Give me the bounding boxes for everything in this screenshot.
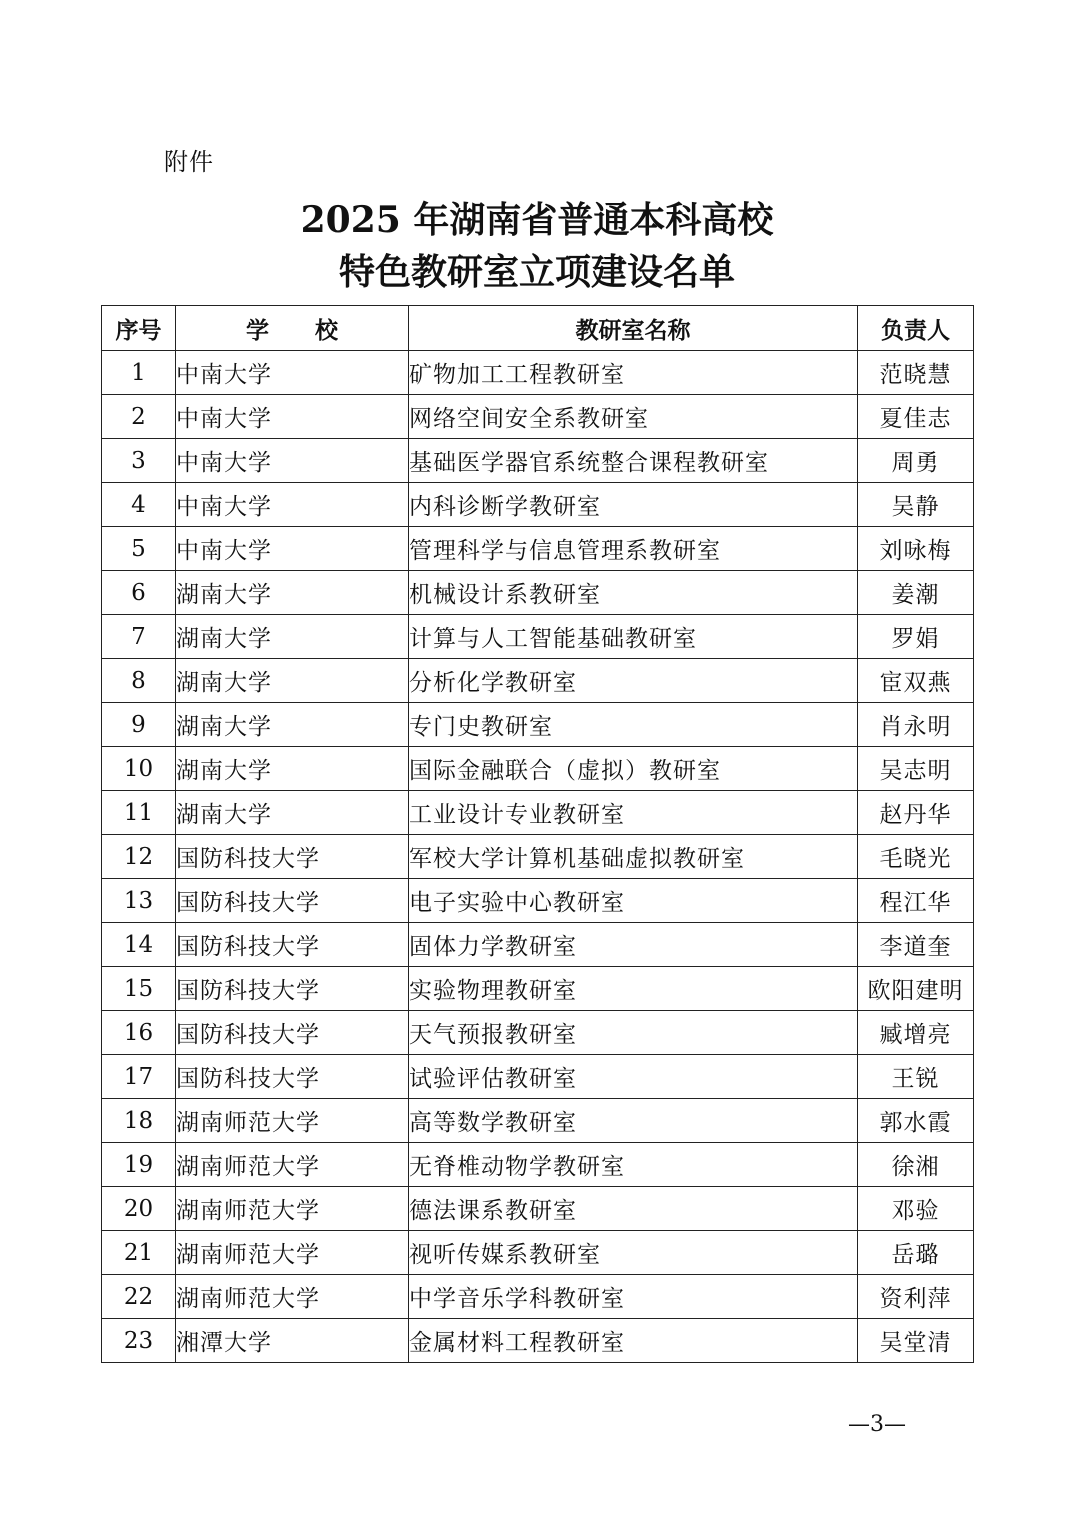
room-name-cell: 工业设计专业教研室 (409, 791, 858, 835)
table-row (102, 1143, 974, 1187)
project-list-table (101, 305, 974, 1363)
room-name-cell: 国际金融联合（虚拟）教研室 (409, 747, 858, 791)
row-number-cell: 3 (102, 439, 176, 483)
room-name-cell: 无脊椎动物学教研室 (409, 1143, 858, 1187)
row-number-cell: 22 (102, 1275, 176, 1319)
person-in-charge-cell: 李道奎 (858, 923, 974, 967)
row-number-cell: 19 (102, 1143, 176, 1187)
row-number-cell: 6 (102, 571, 176, 615)
row-number-cell: 11 (102, 791, 176, 835)
table-row (102, 791, 974, 835)
person-in-charge-cell: 刘咏梅 (858, 527, 974, 571)
person-in-charge-cell: 肖永明 (858, 703, 974, 747)
row-number-cell: 10 (102, 747, 176, 791)
room-name-cell: 视听传媒系教研室 (409, 1231, 858, 1275)
room-name-cell: 基础医学器官系统整合课程教研室 (409, 439, 858, 483)
room-name-cell: 专门史教研室 (409, 703, 858, 747)
table-row (102, 1319, 974, 1363)
room-name-cell: 分析化学教研室 (409, 659, 858, 703)
room-name-cell: 试验评估教研室 (409, 1055, 858, 1099)
document-title-line1: 2025 年湖南省普通本科高校 (300, 199, 774, 241)
school-cell: 国防科技大学 (176, 1055, 409, 1099)
person-in-charge-cell: 毛晓光 (858, 835, 974, 879)
row-number-cell: 9 (102, 703, 176, 747)
table-row (102, 747, 974, 791)
person-in-charge-cell: 程江华 (858, 879, 974, 923)
table-row (102, 527, 974, 571)
person-in-charge-cell: 郭水霞 (858, 1099, 974, 1143)
person-in-charge-cell: 徐湘 (858, 1143, 974, 1187)
table-row (102, 1231, 974, 1275)
table-row (102, 703, 974, 747)
school-cell: 中南大学 (176, 351, 409, 395)
person-in-charge-cell: 王锐 (858, 1055, 974, 1099)
school-cell: 中南大学 (176, 527, 409, 571)
room-name-cell: 实验物理教研室 (409, 967, 858, 1011)
table-row (102, 1099, 974, 1143)
room-name-cell: 高等数学教研室 (409, 1099, 858, 1143)
row-number-cell: 7 (102, 615, 176, 659)
person-in-charge-cell: 夏佳志 (858, 395, 974, 439)
row-number-cell: 16 (102, 1011, 176, 1055)
document-title-line2: 特色教研室立项建设名单 (338, 251, 735, 293)
school-cell: 湖南师范大学 (176, 1187, 409, 1231)
row-number-cell: 12 (102, 835, 176, 879)
room-name-cell: 金属材料工程教研室 (409, 1319, 858, 1363)
row-number-cell: 1 (102, 351, 176, 395)
room-name-cell: 中学音乐学科教研室 (409, 1275, 858, 1319)
room-name-cell: 网络空间安全系教研室 (409, 395, 858, 439)
school-cell: 中南大学 (176, 395, 409, 439)
school-cell: 湘潭大学 (176, 1319, 409, 1363)
row-number-cell: 5 (102, 527, 176, 571)
school-cell: 国防科技大学 (176, 835, 409, 879)
table-row (102, 571, 974, 615)
row-number-cell: 18 (102, 1099, 176, 1143)
page-number: —3— (848, 1412, 906, 1437)
room-name-cell: 固体力学教研室 (409, 923, 858, 967)
table-row (102, 351, 974, 395)
room-name-cell: 矿物加工工程教研室 (409, 351, 858, 395)
person-in-charge-cell: 吴堂清 (858, 1319, 974, 1363)
school-cell: 国防科技大学 (176, 967, 409, 1011)
table-row (102, 1011, 974, 1055)
row-number-cell: 23 (102, 1319, 176, 1363)
table-row (102, 879, 974, 923)
row-number-cell: 17 (102, 1055, 176, 1099)
school-cell: 中南大学 (176, 483, 409, 527)
table-row (102, 439, 974, 483)
room-name-cell: 军校大学计算机基础虚拟教研室 (409, 835, 858, 879)
table-row (102, 835, 974, 879)
room-name-cell: 机械设计系教研室 (409, 571, 858, 615)
person-in-charge-cell: 宦双燕 (858, 659, 974, 703)
person-in-charge-cell: 臧增亮 (858, 1011, 974, 1055)
room-name-cell: 内科诊断学教研室 (409, 483, 858, 527)
table-row (102, 483, 974, 527)
table-row (102, 1275, 974, 1319)
room-name-cell: 电子实验中心教研室 (409, 879, 858, 923)
attachment-label: 附件 (164, 148, 214, 176)
school-cell: 湖南师范大学 (176, 1275, 409, 1319)
school-cell: 湖南师范大学 (176, 1231, 409, 1275)
table-row (102, 923, 974, 967)
school-cell: 湖南大学 (176, 571, 409, 615)
row-number-cell: 4 (102, 483, 176, 527)
school-cell: 中南大学 (176, 439, 409, 483)
room-name-cell: 管理科学与信息管理系教研室 (409, 527, 858, 571)
table-body (102, 351, 974, 1363)
school-cell: 湖南师范大学 (176, 1099, 409, 1143)
person-in-charge-cell: 周勇 (858, 439, 974, 483)
table-row (102, 967, 974, 1011)
person-in-charge-cell: 吴志明 (858, 747, 974, 791)
row-number-cell: 13 (102, 879, 176, 923)
school-cell: 湖南大学 (176, 615, 409, 659)
row-number-cell: 20 (102, 1187, 176, 1231)
table-row (102, 659, 974, 703)
school-cell: 湖南大学 (176, 703, 409, 747)
school-cell: 湖南大学 (176, 747, 409, 791)
row-number-cell: 15 (102, 967, 176, 1011)
room-name-cell: 天气预报教研室 (409, 1011, 858, 1055)
person-in-charge-cell: 姜潮 (858, 571, 974, 615)
column-header-room-name: 教研室名称 (409, 306, 858, 351)
school-cell: 国防科技大学 (176, 879, 409, 923)
school-cell: 国防科技大学 (176, 923, 409, 967)
table-row (102, 395, 974, 439)
table-row (102, 615, 974, 659)
school-cell: 湖南大学 (176, 791, 409, 835)
person-in-charge-cell: 赵丹华 (858, 791, 974, 835)
room-name-cell: 德法课系教研室 (409, 1187, 858, 1231)
column-header-school: 学 校 (176, 306, 409, 351)
person-in-charge-cell: 资利萍 (858, 1275, 974, 1319)
person-in-charge-cell: 欧阳建明 (858, 967, 974, 1011)
table-header-row (102, 306, 974, 351)
person-in-charge-cell: 邓验 (858, 1187, 974, 1231)
school-cell: 国防科技大学 (176, 1011, 409, 1055)
table-row (102, 1187, 974, 1231)
row-number-cell: 21 (102, 1231, 176, 1275)
person-in-charge-cell: 罗娟 (858, 615, 974, 659)
row-number-cell: 14 (102, 923, 176, 967)
row-number-cell: 8 (102, 659, 176, 703)
table-row (102, 1055, 974, 1099)
row-number-cell: 2 (102, 395, 176, 439)
person-in-charge-cell: 范晓慧 (858, 351, 974, 395)
school-cell: 湖南大学 (176, 659, 409, 703)
room-name-cell: 计算与人工智能基础教研室 (409, 615, 858, 659)
column-header-person-in-charge: 负责人 (858, 306, 974, 351)
school-cell: 湖南师范大学 (176, 1143, 409, 1187)
person-in-charge-cell: 岳璐 (858, 1231, 974, 1275)
person-in-charge-cell: 吴静 (858, 483, 974, 527)
column-header-number: 序号 (102, 306, 176, 351)
